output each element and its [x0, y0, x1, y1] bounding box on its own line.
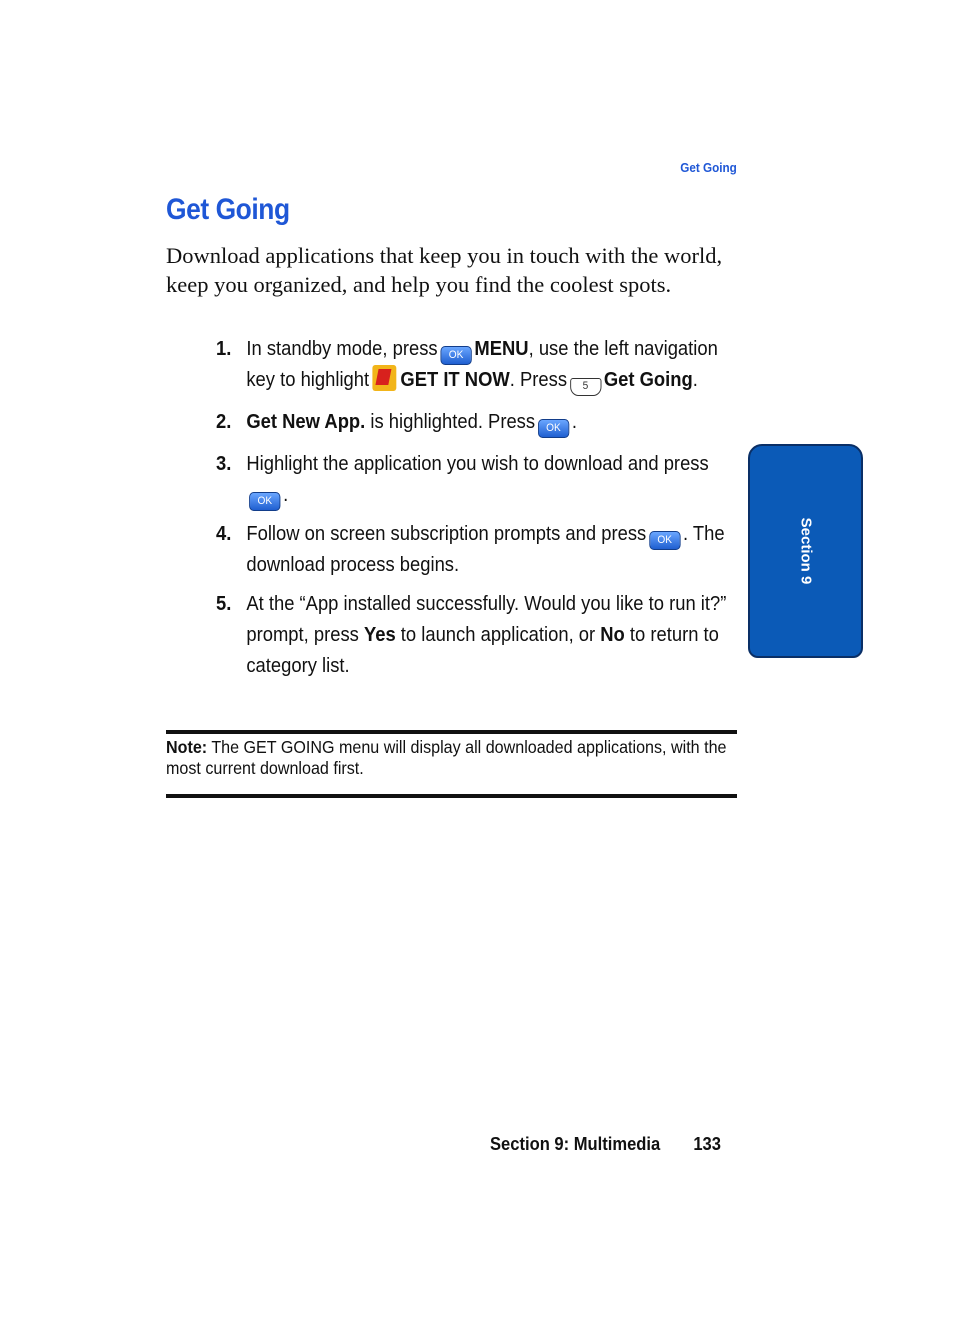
step-text: to launch application, or — [395, 624, 601, 646]
five-key-icon: 5 — [570, 378, 601, 396]
section-tab-label: Section 9 — [797, 517, 814, 585]
footer-section: Section 9: Multimedia — [490, 1134, 661, 1154]
step-number: 5. — [216, 593, 232, 615]
step-5 — [216, 589, 743, 682]
step-text: Follow on screen subscription prompts and press — [246, 523, 647, 545]
note-rule-bottom — [166, 794, 737, 798]
get-it-now-icon — [373, 365, 397, 391]
running-head: Get Going — [680, 160, 737, 175]
ok-key-icon: OK — [538, 419, 569, 438]
step-text: to return to category list. — [246, 624, 719, 677]
step-text: In standby mode, press — [246, 338, 438, 360]
step-text: , use the left navigation key to highlight — [246, 338, 718, 391]
step-text: . — [283, 484, 289, 506]
step-text: Highlight the application you wish to download and press — [246, 453, 709, 475]
yes-label: Yes — [363, 624, 396, 646]
step-text: . The download process begins. — [246, 523, 725, 576]
page-number: 133 — [693, 1134, 721, 1154]
step-3 — [216, 449, 743, 511]
step-number: 3. — [216, 453, 232, 475]
menu-label: MENU — [474, 338, 529, 360]
no-label: No — [600, 624, 625, 646]
steps-list — [216, 335, 736, 682]
step-text: . — [571, 411, 577, 433]
step-1 — [216, 335, 743, 396]
get-it-now-label: GET IT NOW — [400, 369, 510, 391]
page-title: Get Going — [166, 193, 290, 226]
step-text: . Press — [509, 369, 568, 391]
step-number: 2. — [216, 411, 232, 433]
note-label: Note: — [166, 737, 208, 757]
step-number: 4. — [216, 523, 232, 545]
section-tab — [748, 444, 863, 658]
step-4 — [216, 519, 743, 581]
step-number: 1. — [216, 338, 232, 360]
step-text: At the “App installed successfully. Would you like to run it?” prompt, press — [246, 593, 727, 646]
ok-key-icon: OK — [440, 346, 471, 365]
note — [166, 737, 727, 779]
get-going-label: Get Going — [603, 369, 693, 391]
step-text: is highlighted. Press — [365, 411, 536, 433]
note-rule-top — [166, 730, 737, 734]
ok-key-icon: OK — [249, 492, 280, 511]
get-new-app-label: Get New App. — [246, 411, 366, 433]
page-footer — [490, 1134, 721, 1155]
intro-paragraph: Download applications that keep you in touch with the world, keep you organized, and help you find the coolest spots. — [166, 243, 723, 297]
ok-key-icon: OK — [649, 531, 680, 550]
note-text: The GET GOING menu will display all downloaded applications, with the most current download first. — [166, 737, 727, 778]
step-text: . — [692, 369, 698, 391]
step-2 — [216, 408, 743, 438]
